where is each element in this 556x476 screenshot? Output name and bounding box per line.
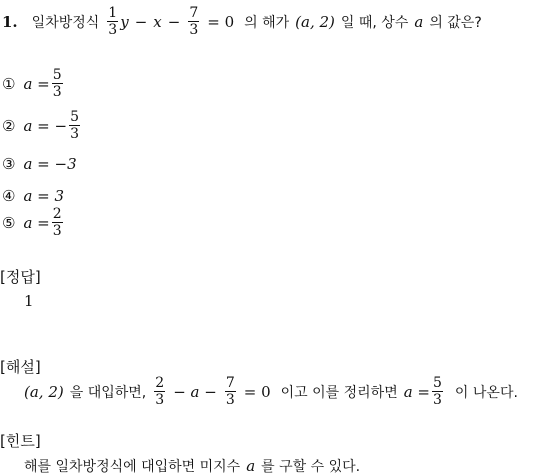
explanation-text-1: 을 대입하면, [69,384,147,401]
choice-lhs: a = [23,213,50,232]
question-line [2,6,482,37]
fraction-denominator: 3 [108,22,118,38]
choice-marker: ④ [2,187,16,205]
question-text-end: 의 값은? [429,14,482,31]
explanation-mid: − a − [173,382,217,401]
fraction-denominator: 3 [189,22,199,38]
hint-line [24,456,360,476]
variable-x: x [153,12,162,31]
point-expression: (a, 2) [295,12,335,31]
point-expression: (a, 2) [24,382,64,401]
choice-4[interactable] [2,187,64,205]
choice-1[interactable] [2,68,65,99]
question-text-mid2: 일 때, 상수 [340,14,409,31]
choice-lhs: a = 3 [23,187,65,205]
choice-marker: ⑤ [2,213,16,232]
choice-2[interactable] [2,110,82,141]
choice-lhs: a = − [23,116,68,135]
choice-marker: ③ [2,155,16,173]
explanation-line [24,376,518,407]
fraction-denominator: 3 [155,392,165,408]
choice-marker: ① [2,74,16,93]
choice-fraction [52,207,63,238]
choice-3[interactable] [2,155,77,173]
explanation-heading: [해설] [0,358,41,376]
fraction-denominator: 3 [52,223,62,239]
answer-heading: [정답] [0,268,41,286]
explanation-fraction-1 [154,376,165,407]
explanation-text-3: 이 나온다. [454,384,518,401]
fraction-numerator: 1 [108,5,118,21]
fraction-denominator: 3 [433,392,442,408]
variable-a: a [246,457,256,475]
hint-text-post: 를 구할 수 있다. [261,459,361,475]
question-text-mid1: 의 해가 [244,14,290,31]
fraction-numerator: 7 [189,5,199,21]
question-number: 1. [2,12,18,31]
hint-text-pre: 해를 일차방정식에 대입하면 미지수 [24,459,241,475]
question-text-pre: 일차방정식 [31,14,100,31]
variable-a: a [414,12,424,31]
fraction-numerator: 2 [155,375,165,391]
question-fraction-1 [107,6,118,37]
equals-zero: = 0 [243,382,271,401]
fraction-numerator: 5 [70,109,79,125]
explanation-text-2: 이고 이를 정리하면 [280,384,398,401]
fraction-numerator: 2 [52,206,62,222]
choice-lhs: a = −3 [23,155,77,173]
variable-y: y [120,12,129,31]
choice-marker: ② [2,116,16,135]
fraction-denominator: 3 [225,392,235,408]
explanation-fraction-3 [432,376,443,407]
fraction-denominator: 3 [52,84,62,100]
explanation-fraction-2 [225,376,236,407]
question-fraction-2 [188,6,199,37]
choice-5[interactable] [2,207,65,238]
choice-fraction [69,110,80,141]
choice-fraction [52,68,63,99]
fraction-denominator: 3 [70,126,79,142]
minus-sign: − [134,12,148,31]
minus-sign: − [167,12,181,31]
choice-lhs: a = [23,74,50,93]
fraction-numerator: 5 [433,375,442,391]
equals-zero: = 0 [207,12,235,31]
hint-heading: [힌트] [0,432,41,450]
answer-value: 1 [24,292,34,310]
fraction-numerator: 7 [225,375,235,391]
fraction-numerator: 5 [52,67,62,83]
explanation-a-equals: a = [403,382,430,401]
